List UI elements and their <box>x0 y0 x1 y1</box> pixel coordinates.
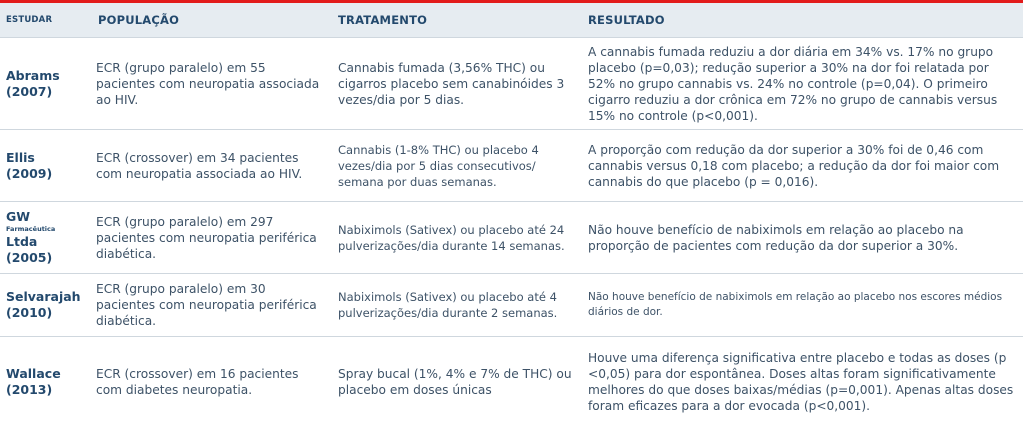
population-cell: ECR (grupo paralelo) em 30 pacientes com neuropatia periférica diabética. <box>86 274 330 337</box>
header-result: RESULTADO <box>580 3 1023 38</box>
header-study: ESTUDAR <box>0 3 86 38</box>
result-cell: Não houve benefício de nabiximols em relação ao placebo nos escores médios diários de dor. <box>580 274 1023 337</box>
header-treatment: TRATAMENTO <box>330 3 580 38</box>
treatment-cell: Cannabis fumada (3,56% THC) ou cigarros placebo sem canabinóides 3 vezes/dia por 5 dias. <box>330 38 580 130</box>
treatment-cell: Spray bucal (1%, 4% e 7% de THC) ou placebo em doses únicas <box>330 337 580 427</box>
result-cell: Houve uma diferença significativa entre placebo e todas as doses (p <0,05) para dor espontânea. Doses altas foram significativamente melhores do que doses baixas/médias (p=0,001). Apenas altas doses foram eficazes para a dor evocada (p<0,001). <box>580 337 1023 427</box>
table-row <box>0 130 1023 202</box>
study-cell: Abrams (2007) <box>0 38 86 130</box>
table-row <box>0 337 1023 427</box>
population-cell: ECR (grupo paralelo) em 55 pacientes com neuropatia associada ao HIV. <box>86 38 330 130</box>
header-population: POPULAÇÃO <box>86 3 330 38</box>
treatment-cell: Cannabis (1-8% THC) ou placebo 4 vezes/dia por 5 dias consecutivos/ semana por duas semanas. <box>330 130 580 202</box>
treatment-cell: Nabiximols (Sativex) ou placebo até 24 pulverizações/dia durante 14 semanas. <box>330 202 580 274</box>
result-cell: A proporção com redução da dor superior a 30% foi de 0,46 com cannabis versus 0,18 com placebo; a redução da dor foi maior com cannabis do que placebo (p = 0,016). <box>580 130 1023 202</box>
clinical-trials-table <box>0 3 1023 427</box>
study-cell: Wallace (2013) <box>0 337 86 427</box>
population-cell: ECR (crossover) em 34 pacientes com neuropatia associada ao HIV. <box>86 130 330 202</box>
study-cell: Ellis (2009) <box>0 130 86 202</box>
table-header-row <box>0 3 1023 38</box>
table-row <box>0 38 1023 130</box>
study-cell: Selvarajah (2010) <box>0 274 86 337</box>
result-cell: A cannabis fumada reduziu a dor diária em 34% vs. 17% no grupo placebo (p=0,03); redução superior a 30% na dor foi relatada por 52% no grupo cannabis vs. 24% no controle (p=0,04). O primeiro cigarro reduziu a dor crônica em 72% no grupo de cannabis versus 15% no controle (p<0,001). <box>580 38 1023 130</box>
table-row <box>0 202 1023 274</box>
table-row <box>0 274 1023 337</box>
population-cell: ECR (crossover) em 16 pacientes com diabetes neuropatia. <box>86 337 330 427</box>
treatment-cell: Nabiximols (Sativex) ou placebo até 4 pulverizações/dia durante 2 semanas. <box>330 274 580 337</box>
result-cell: Não houve benefício de nabiximols em relação ao placebo na proporção de pacientes com redução da dor superior a 30%. <box>580 202 1023 274</box>
population-cell: ECR (grupo paralelo) em 297 pacientes com neuropatia periférica diabética. <box>86 202 330 274</box>
study-cell: GW Farmacêutica Ltda (2005) <box>0 202 86 274</box>
